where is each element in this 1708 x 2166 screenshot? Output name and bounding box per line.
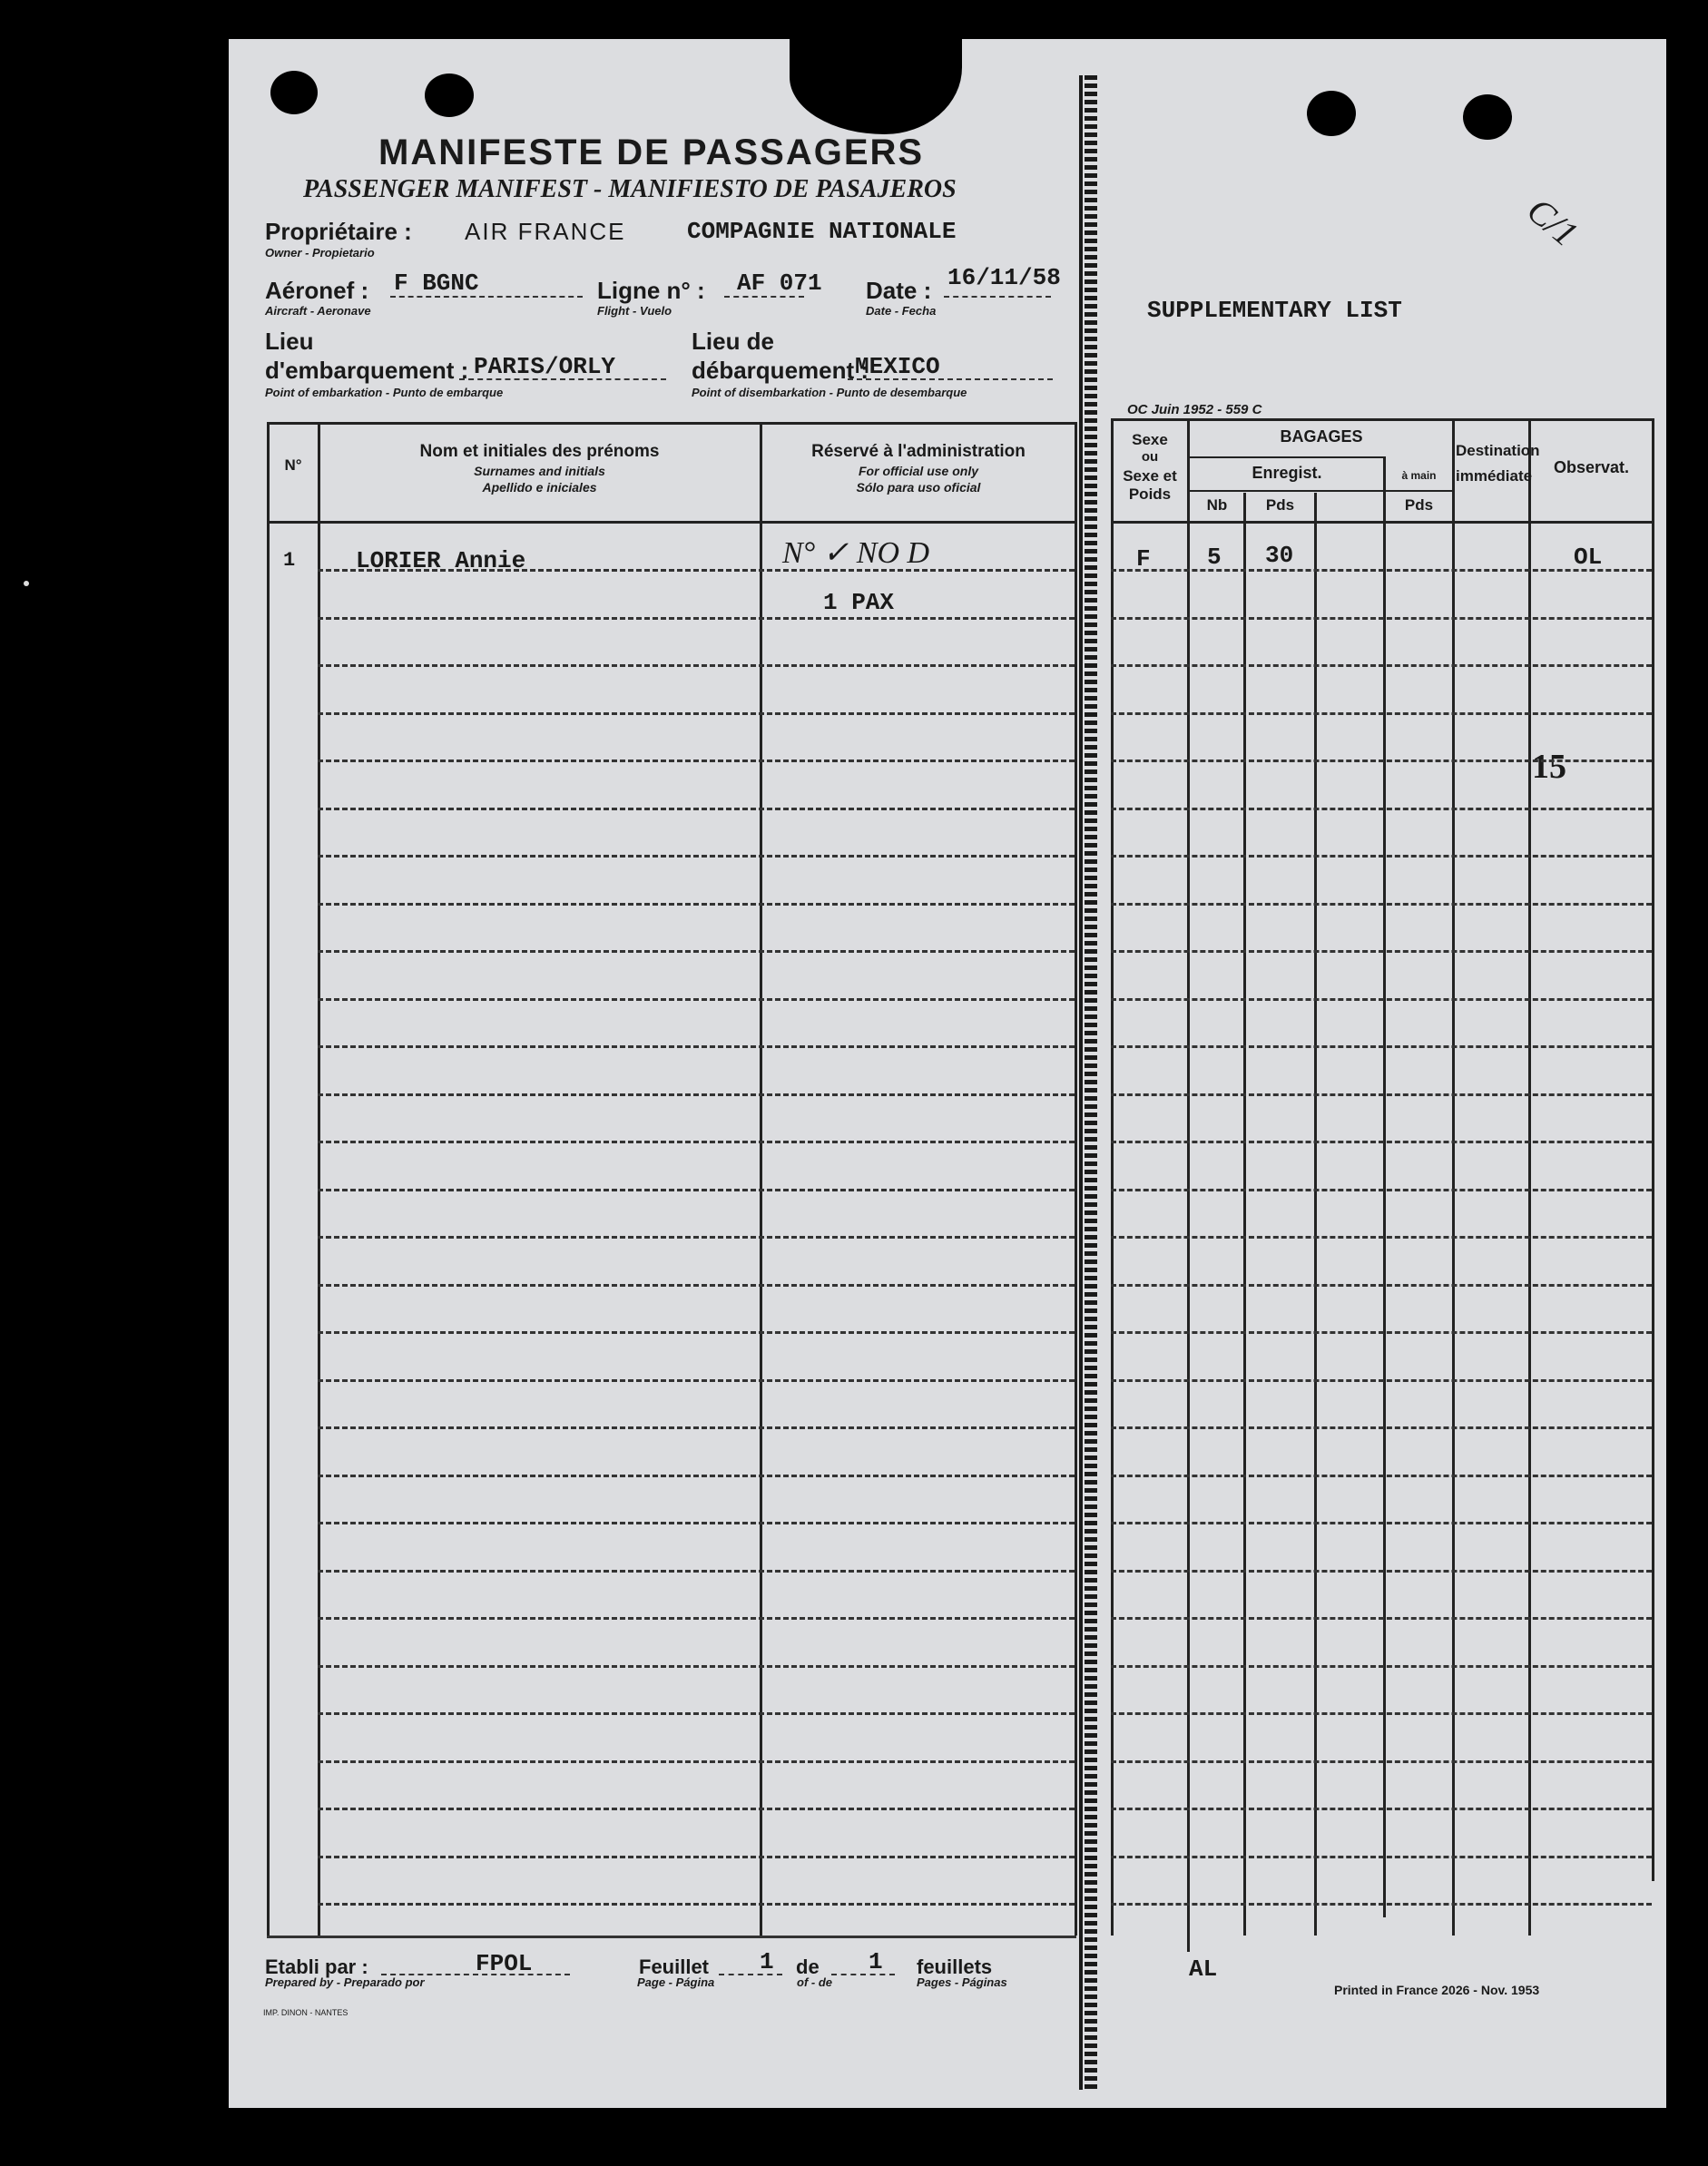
disembark-label-2: débarquement : [692, 357, 869, 384]
ruled-line [318, 1045, 1075, 1048]
date-sublabel: Date - Fecha [866, 304, 937, 318]
aircraft-label: Aéronef : [265, 277, 369, 304]
col-registered: Enregist. [1252, 464, 1322, 482]
date-label: Date : [866, 277, 932, 304]
side-number: 15 [1532, 748, 1566, 786]
col-name-en: Surnames and initials [474, 464, 605, 478]
col-sex-4: Poids [1128, 485, 1172, 503]
ruled-line [318, 1093, 1075, 1096]
ruled-line [318, 1379, 1075, 1382]
ruled-line [318, 760, 1075, 762]
ruled-line [1111, 1522, 1652, 1524]
ruled-line [1111, 1189, 1652, 1191]
form-code: OC Juin 1952 - 559 C [1127, 402, 1262, 417]
ruled-line [1111, 950, 1652, 953]
ruled-line [1111, 998, 1652, 1001]
row-nb: 5 [1207, 544, 1222, 571]
ruled-line [318, 1903, 1075, 1906]
perforation-edge [1079, 75, 1083, 2090]
ruled-line [318, 1570, 1075, 1573]
ruled-line [1111, 903, 1652, 906]
row-pds: 30 [1265, 542, 1294, 569]
ruled-line [1111, 1284, 1652, 1287]
ruled-line [1111, 1045, 1652, 1048]
owner-label: Propriétaire : [265, 218, 412, 245]
col-destination-1: Destination [1456, 442, 1540, 459]
punch-hole [425, 74, 474, 117]
ruled-line [318, 617, 1075, 620]
line-sublabel: Flight - Vuelo [597, 304, 672, 318]
date-value: 16/11/58 [947, 264, 1061, 291]
owner-printed: AIR FRANCE [465, 218, 626, 245]
ruled-line [318, 1712, 1075, 1715]
corner-mark: C/1 [1519, 189, 1586, 255]
sheet-label: Feuillet [639, 1955, 710, 1978]
ruled-line [1111, 1808, 1652, 1810]
ruled-line [1111, 569, 1652, 572]
punch-hole [1463, 94, 1512, 140]
col-sex-3: Sexe et [1123, 467, 1177, 485]
manifest-sheet [229, 39, 1666, 2108]
ruled-line [318, 950, 1075, 953]
embark-sublabel: Point of embarkation - Punto de embarque [265, 386, 504, 399]
ruled-line [318, 1331, 1075, 1334]
sheets-sublabel: Pages - Páginas [917, 1975, 1007, 1989]
ruled-line [1111, 1712, 1652, 1715]
of-sublabel: of - de [797, 1975, 832, 1989]
ruled-line [318, 664, 1075, 667]
col-admin-es: Sólo para uso oficial [856, 480, 981, 495]
row-sex: F [1136, 545, 1151, 573]
punch-hole [1307, 91, 1356, 136]
disembark-label-1: Lieu de [692, 328, 775, 355]
row-name: LORIER Annie [356, 547, 526, 574]
ruled-line [318, 1236, 1075, 1239]
line-value: AF 071 [737, 270, 822, 297]
ruled-line [1111, 1665, 1652, 1668]
col-baggage: BAGAGES [1280, 427, 1363, 446]
supplementary-list: SUPPLEMENTARY LIST [1147, 297, 1402, 324]
aircraft-value: F BGNC [394, 270, 479, 297]
sheet-no: 1 [760, 1948, 774, 1975]
ruled-line [1111, 1093, 1652, 1096]
of-label: de [796, 1955, 820, 1978]
ruled-line [1111, 1379, 1652, 1382]
col-observ: Observat. [1553, 458, 1630, 476]
ruled-line [1111, 760, 1652, 762]
col-no: N° [284, 456, 302, 474]
prepared-label: Etabli par : [265, 1955, 368, 1978]
ruled-line [318, 1189, 1075, 1191]
row-admin-handwriting: N° ✓ NO D [782, 536, 930, 570]
ruled-line [318, 569, 1075, 572]
col-name-fr: Nom et initiales des prénoms [419, 442, 660, 461]
printer-note: IMP. DINON - NANTES [263, 2008, 348, 2017]
ruled-line [1111, 808, 1652, 810]
printed-note: Printed in France 2026 - Nov. 1953 [1334, 1983, 1540, 1997]
prepared-sublabel: Prepared by - Preparado por [265, 1975, 425, 1989]
ruled-line [318, 1617, 1075, 1620]
punch-hole [270, 71, 318, 114]
ruled-line [318, 1426, 1075, 1429]
owner-typed: COMPAGNIE NATIONALE [687, 218, 957, 245]
right-initials: AL [1189, 1955, 1218, 1983]
col-nb: Nb [1206, 496, 1228, 514]
perforation-strip [1085, 75, 1097, 2090]
embark-label-1: Lieu [265, 328, 314, 355]
aircraft-sublabel: Aircraft - Aeronave [265, 304, 371, 318]
col-admin-fr: Réservé à l'administration [811, 442, 1026, 461]
ruled-line [1111, 1141, 1652, 1143]
ruled-line [318, 1475, 1075, 1477]
col-sex-1: Sexe [1132, 431, 1168, 448]
ruled-line [318, 1808, 1075, 1810]
ruled-line [318, 1522, 1075, 1524]
embark-value: PARIS/ORLY [474, 353, 616, 380]
col-destination-2: immédiate [1456, 467, 1533, 485]
col-sex-2: ou [1141, 449, 1159, 465]
ruled-line [1111, 664, 1652, 667]
col-name-es: Apellido e iniciales [482, 480, 597, 495]
ruled-line [318, 1141, 1075, 1143]
row-observ: OL [1574, 544, 1603, 571]
ruled-line [318, 855, 1075, 858]
embark-label-2: d'embarquement : [265, 357, 469, 384]
sheet-total: 1 [869, 1948, 883, 1975]
sheet-sublabel: Page - Página [637, 1975, 715, 1989]
ruled-line [1111, 1331, 1652, 1334]
disembark-value: MEXICO [855, 353, 940, 380]
ruled-line [1111, 712, 1652, 715]
owner-sublabel: Owner - Propietario [265, 246, 375, 260]
col-pds: Pds [1265, 496, 1295, 514]
col-admin-en: For official use only [859, 464, 978, 478]
ruled-line [1111, 1903, 1652, 1906]
stray-mark [24, 581, 29, 586]
ruled-line [1111, 617, 1652, 620]
ruled-line [318, 1665, 1075, 1668]
title-fr: MANIFESTE DE PASSAGERS [378, 132, 925, 172]
ruled-line [1111, 1856, 1652, 1858]
ruled-line [1111, 1570, 1652, 1573]
sheets-label: feuillets [917, 1955, 993, 1978]
row-no: 1 [283, 549, 296, 572]
ruled-line [1111, 1617, 1652, 1620]
ruled-line [1111, 1426, 1652, 1429]
ruled-line [318, 1760, 1075, 1763]
ruled-line [318, 712, 1075, 715]
line-label: Ligne n° : [597, 277, 705, 304]
pax-note: 1 PAX [823, 589, 895, 616]
ruled-line [1111, 1760, 1652, 1763]
prepared-value: FPOL [476, 1950, 533, 1977]
col-hand-pds: Pds [1404, 496, 1434, 514]
ruled-line [318, 808, 1075, 810]
ruled-line [318, 903, 1075, 906]
col-hand: à main [1401, 469, 1437, 482]
ruled-line [318, 998, 1075, 1001]
table-bottom-line [267, 1936, 1076, 1938]
ruled-line [318, 1284, 1075, 1287]
ruled-line [1111, 1236, 1652, 1239]
ruled-line [1111, 1475, 1652, 1477]
disembark-sublabel: Point of disembarkation - Punto de desembarque [692, 386, 967, 399]
title-en-es: PASSENGER MANIFEST - MANIFIESTO DE PASAJEROS [303, 175, 957, 203]
ruled-line [1111, 855, 1652, 858]
ruled-line [318, 1856, 1075, 1858]
